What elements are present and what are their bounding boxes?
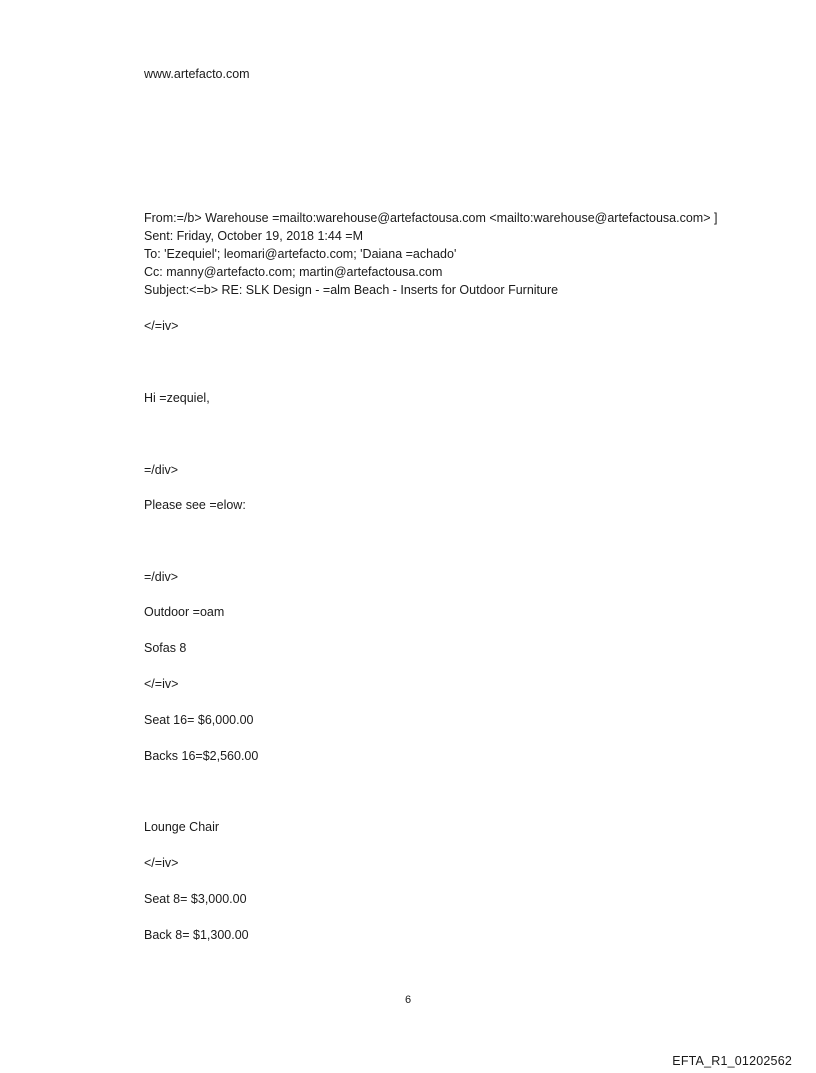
div-close-text: </=iv> [144,319,179,333]
div-close-text: =/div> [144,463,179,477]
bates-number: EFTA_R1_01202562 [672,1054,792,1068]
greeting: Hi =zequiel, [144,391,210,405]
lounge-seat-price: Seat 8= $3,000.00 [144,892,247,906]
sofa-seat-price: Seat 16= $6,000.00 [144,713,254,727]
website-url: www.artefacto.com [144,67,250,81]
email-subject: Subject:<=b> RE: SLK Design - =alm Beach - Inserts for Outdoor Furniture [144,283,559,297]
outdoor-foam-heading: Outdoor =oam [144,605,225,619]
div-close-text: =/div> [144,570,179,584]
email-sent: Sent: Friday, October 19, 2018 1:44 =M [144,229,363,243]
lounge-back-price: Back 8= $1,300.00 [144,928,249,942]
div-close-text: </=iv> [144,856,179,870]
sofas-line: Sofas 8 [144,641,187,655]
lounge-chair-heading: Lounge Chair [144,820,220,834]
sofa-backs-price: Backs 16=$2,560.00 [144,749,259,763]
please-see-line: Please see =elow: [144,498,246,512]
email-cc: Cc: manny@artefacto.com; martin@artefactousa.com [144,265,443,279]
div-close-text: </=iv> [144,677,179,691]
page-number: 6 [404,994,412,1006]
email-to: To: 'Ezequiel'; leomari@artefacto.com; 'Daiana =achado' [144,247,457,261]
email-from: From:=/b> Warehouse =mailto:warehouse@artefactousa.com <mailto:warehouse@artefactousa.com> ] [144,211,718,225]
